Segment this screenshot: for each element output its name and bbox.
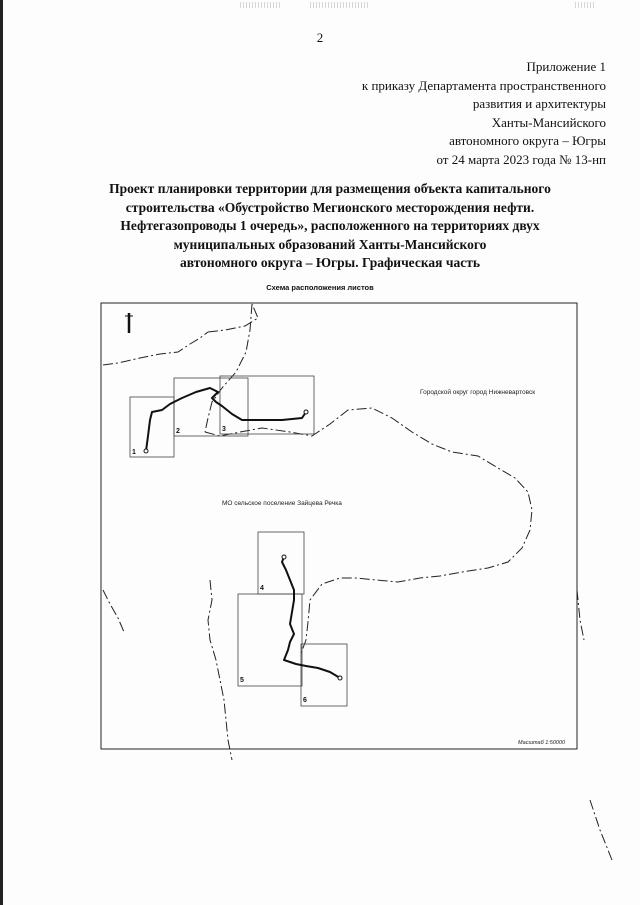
sheet-frame bbox=[220, 376, 314, 434]
title-line: муниципальных образований Ханты-Мансийского bbox=[173, 236, 487, 252]
boundary-line bbox=[103, 332, 208, 365]
route-endpoint-icon bbox=[282, 555, 286, 559]
north-arrow-icon bbox=[125, 313, 133, 333]
title-line: автономного округа – Югры. Графическая часть bbox=[180, 255, 480, 270]
pipeline-route-north bbox=[146, 388, 306, 451]
settlement-label: МО сельское поселение Зайцева Речка bbox=[222, 500, 342, 507]
pipeline-route-south bbox=[282, 557, 340, 678]
municipal-boundaries bbox=[103, 304, 612, 860]
title-line: строительства «Обустройство Мегионского месторождения нефти. bbox=[125, 199, 535, 215]
boundary-line bbox=[590, 800, 612, 860]
boundary-line bbox=[577, 590, 584, 640]
city-district-label: Городской округ город Нижневартовск bbox=[420, 389, 536, 396]
appendix-line: к приказу Департамента пространственного bbox=[361, 77, 606, 93]
title-line: Проект планировки территории для размещения объекта капитального bbox=[109, 181, 551, 196]
appendix-line: развития и архитектуры bbox=[472, 96, 606, 111]
route-endpoint-icon bbox=[144, 449, 148, 453]
sheet-number-2: 2 bbox=[176, 428, 180, 435]
route-endpoint-icon bbox=[338, 676, 342, 680]
sheet-number-1: 1 bbox=[132, 449, 136, 456]
map-caption: Схема расположения листов bbox=[266, 283, 374, 292]
appendix-line: от 24 марта 2023 года № 13-нп bbox=[436, 151, 606, 167]
sheet-number-4: 4 bbox=[260, 585, 264, 592]
boundary-line bbox=[103, 590, 124, 632]
sheet-frame bbox=[258, 532, 304, 594]
boundary-line bbox=[205, 408, 532, 656]
boundary-line bbox=[205, 304, 252, 432]
sheet-frames bbox=[130, 376, 347, 706]
scale-label: Масштаб 1:50000 bbox=[518, 740, 566, 746]
sheet-number-3: 3 bbox=[222, 426, 226, 433]
appendix-line: Ханты-Мансийского bbox=[491, 114, 606, 130]
page-number: 2 bbox=[316, 30, 324, 45]
sheet-frame bbox=[301, 644, 347, 706]
sheet-number-5: 5 bbox=[240, 677, 244, 684]
boundary-line bbox=[208, 580, 232, 760]
appendix-line: автономного округа – Югры bbox=[449, 133, 606, 148]
route-endpoint-icon bbox=[304, 410, 308, 414]
title-line: Нефтегазопроводы 1 очередь», расположенного на территориях двух bbox=[120, 218, 540, 233]
sheet-number-6: 6 bbox=[303, 697, 307, 704]
appendix-line: Приложение 1 bbox=[526, 59, 606, 74]
map-frame bbox=[101, 303, 577, 749]
